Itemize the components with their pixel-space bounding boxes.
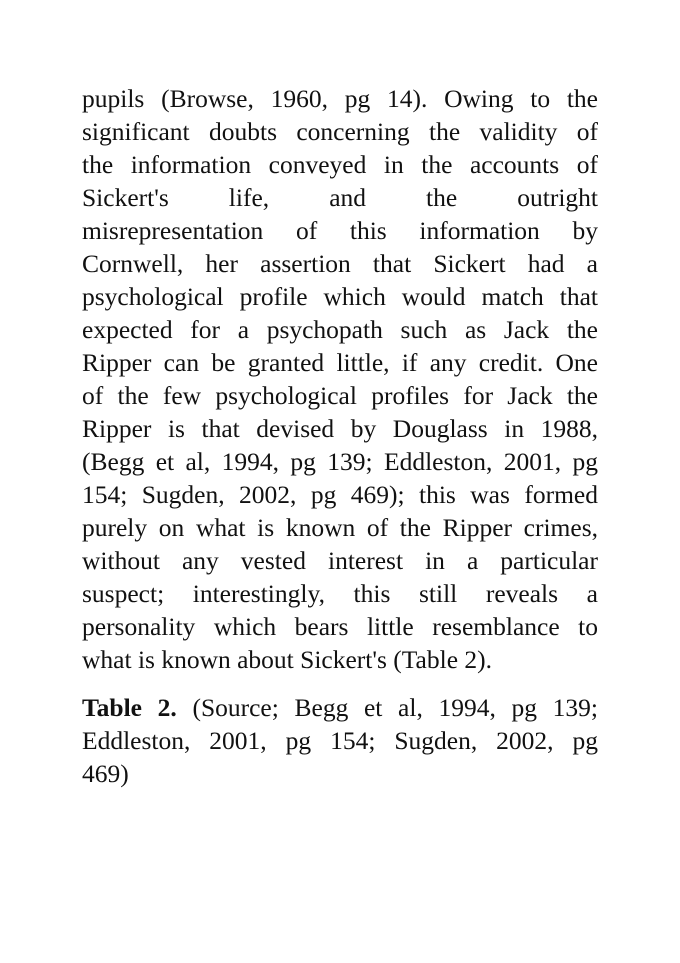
caption-line: 469) xyxy=(82,759,129,788)
body-line: psychological profile which would match that xyxy=(82,282,598,311)
caption-label: Table 2. xyxy=(82,693,177,722)
body-line: pupils (Browse, 1960, pg 14). Owing to the xyxy=(82,84,598,113)
body-line: purely on what is known of the Ripper crimes, xyxy=(82,513,598,542)
body-line: misrepresentation of this information by xyxy=(82,216,598,245)
document-page xyxy=(82,82,598,790)
body-line: Sickert's life, and the outright xyxy=(82,183,598,212)
caption-line: Eddleston, 2001, pg 154; Sugden, 2002, pg xyxy=(82,726,598,755)
body-paragraph xyxy=(82,82,598,676)
body-line: Ripper can be granted little, if any credit. One xyxy=(82,348,598,377)
body-line: expected for a psychopath such as Jack the xyxy=(82,315,598,344)
body-line: of the few psychological profiles for Jack the xyxy=(82,381,598,410)
body-line: personality which bears little resemblance to xyxy=(82,612,598,641)
caption-line xyxy=(82,691,598,724)
table-caption xyxy=(82,691,598,790)
body-line: significant doubts concerning the validity of xyxy=(82,117,598,146)
body-line: Ripper is that devised by Douglass in 1988, xyxy=(82,414,598,443)
body-line: Cornwell, her assertion that Sickert had a xyxy=(82,249,598,278)
caption-text: (Source; Begg et al, 1994, pg 139; xyxy=(192,693,598,722)
body-line: what is known about Sickert's (Table 2). xyxy=(82,645,493,674)
body-line: the information conveyed in the accounts of xyxy=(82,150,598,179)
body-line: 154; Sugden, 2002, pg 469); this was formed xyxy=(82,480,598,509)
body-line: suspect; interestingly, this still reveals a xyxy=(82,579,598,608)
body-line: (Begg et al, 1994, pg 139; Eddleston, 2001, pg xyxy=(82,447,598,476)
body-line: without any vested interest in a particular xyxy=(82,546,598,575)
